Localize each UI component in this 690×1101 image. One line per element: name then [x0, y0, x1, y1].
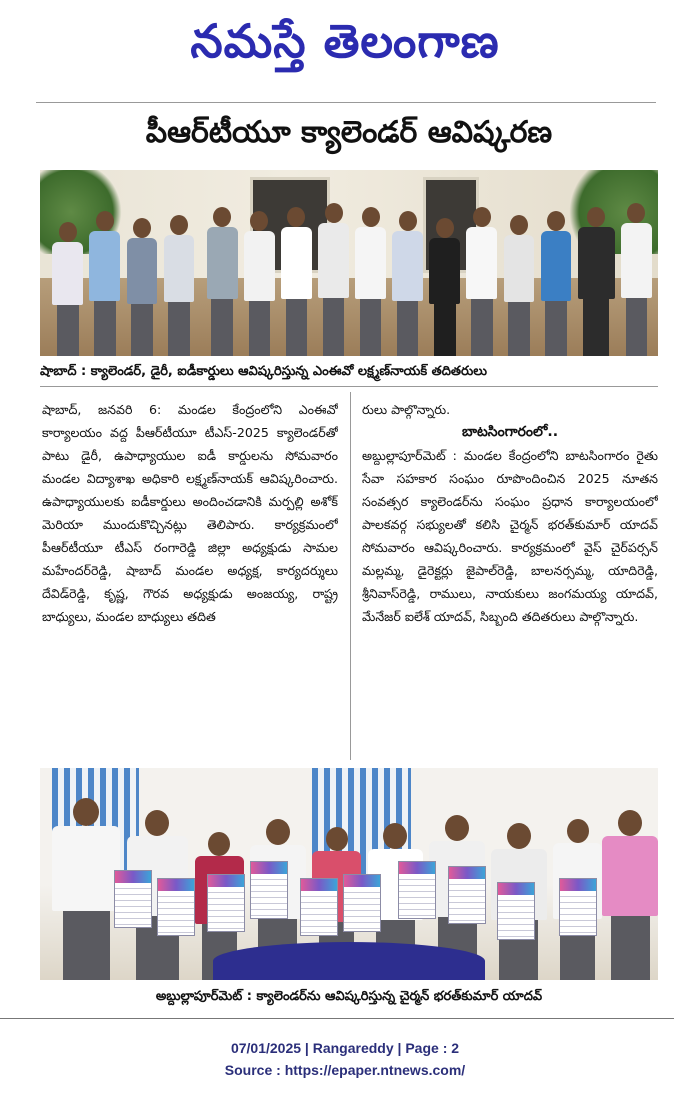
article-right-column — [362, 398, 658, 758]
article-body-continued: రులు పాల్గొన్నారు. — [362, 402, 451, 417]
photo-caption-abdullapurmet: అబ్దుల్లాపూర్‌మెట్ : క్యాలెండర్‌ను ఆవిష్కరిస్తున్న చైర్మన్ భరత్‌కుమార్ యాదవ్ — [155, 989, 543, 1004]
divider — [36, 102, 656, 103]
article-body-shabad: షాబాద్, జనవరి 6: మండల కేంద్రంలోని ఎంఈవో కార్యాలయం వద్ద పీఆర్‌టీయూ టీఎస్-2025 క్యాలెండర్‌తో పాటు డైరీ, ఉపాధ్యాయుల ఐడీ కార్డులను సోమవారం మండల విద్యాశాఖ అధికారి లక్ష్మణ్‌నాయక్ ఆవిష్కరించారు. ఉపాధ్యాయులకు ఐడీకార్డులు అందించడానికి మర్పల్లి అశోక్ మెరియా ముందుకొచ్చినట్లు తెలిపారు. కార్యక్రమంలో పీఆర్‌టీయూ టీఎస్ రంగారెడ్డి జిల్లా అధ్యక్షుడు సామల మహేందర్‌రెడ్డి, షాబాద్ మండల అధ్యక్ష, కార్యదర్శులు దేవిడ్‌రెడ్డి, కృష్ణ, గౌరవ అధ్యక్షుడు అంజయ్య, రాష్ట్ర బాధ్యులు, మండల బాధ్యులు తదిత — [42, 402, 338, 624]
footer-source-link[interactable]: Source : https://epaper.ntnews.com/ — [224, 1062, 466, 1078]
article-left-column — [42, 398, 338, 758]
article-body-batasingaram: అబ్దుల్లాపూర్‌మెట్ : మండల కేంద్రంలోని బాటసింగారం రైతు సేవా సహకార సంఘం రూపొందించిన 2025 నూతన సంవత్సర క్యాలెండర్‌ను సంఘం ప్రధాన కార్యాలయంలో పాలకవర్గ సభ్యులతో కలిసి చైర్మన్ భరత్‌కుమార్ యాదవ్ సోమవారం ఆవిష్కరించారు. కార్యక్రమంలో వైస్ చైర్‌పర్సన్ మల్లమ్మ, డైరెక్టర్లు జైపాల్‌రెడ్డి, బాలనర్సమ్మ, యాదిరెడ్డి, శ్రీనివాస్‌రెడ్డి, రాములు, నాయకులు జంగమయ్య యాదవ్, మేనేజర్ ఐలేశ్ యాదవ్, సిబ్బంది తదితరులు పాల్గొన్నారు. — [362, 448, 658, 624]
column-divider — [350, 392, 351, 760]
photo-calendar-release-abdullapurmet — [40, 768, 658, 980]
photo-calendar-release-shabad — [40, 170, 658, 356]
newspaper-masthead: నమస్తే తెలంగాణ — [190, 14, 500, 68]
photo-caption-shabad: షాబాద్ : క్యాలెండర్, డైరీ, ఐడీకార్డులు ఆవిష్కరిస్తున్న ఎంఈవో లక్ష్మణ్‌నాయక్ తదితరులు — [40, 364, 487, 379]
divider — [0, 1018, 674, 1019]
divider — [40, 386, 658, 387]
subheading-batasingaram: బాటసింగారంలో.. — [461, 424, 559, 440]
footer-edition-info: 07/01/2025 | Rangareddy | Page : 2 — [230, 1040, 460, 1056]
article-headline: పీఆర్‌టీయూ క్యాలెండర్ ఆవిష్కరణ — [145, 115, 553, 150]
